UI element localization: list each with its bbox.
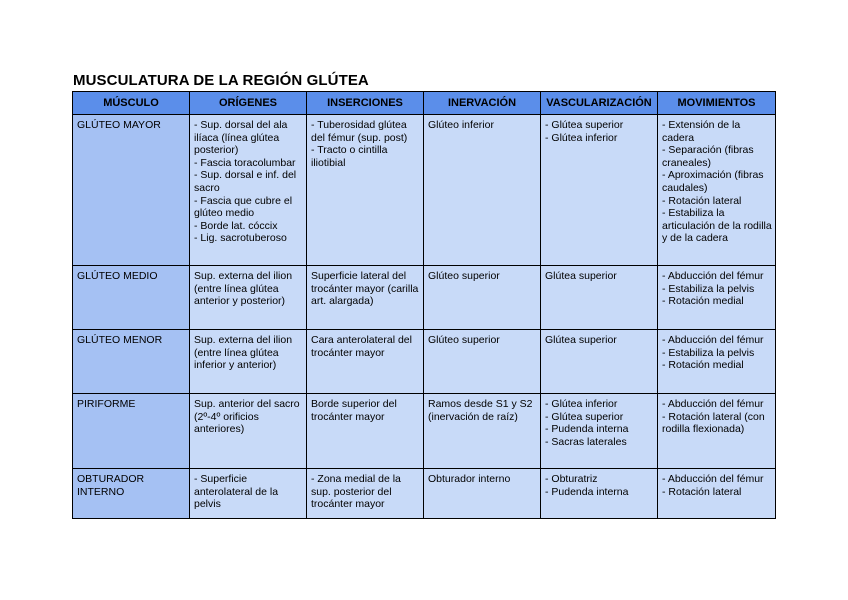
origins-cell <box>190 115 307 266</box>
vascularization-cell <box>541 115 658 266</box>
movements-cell <box>658 330 776 394</box>
vascularization-cell <box>541 266 658 330</box>
innervation-cell <box>424 115 541 266</box>
cell-line: Glúteo superior <box>428 270 500 282</box>
cell-line: Cara anterolateral del trocánter mayor <box>311 334 412 359</box>
insertions-cell <box>307 115 424 266</box>
cell-line: - Abducción del fémur <box>662 334 764 346</box>
table-row <box>73 394 776 469</box>
cell-line: Sup. externa del ilion (entre línea glútea inferior y anterior) <box>194 334 293 372</box>
insertions-cell <box>307 394 424 469</box>
movements-cell <box>658 469 776 519</box>
cell-line: - Rotación lateral (con rodilla flexionada) <box>662 410 765 436</box>
origins-cell <box>190 330 307 394</box>
page-title: MUSCULATURA DE LA REGIÓN GLÚTEA <box>73 72 369 89</box>
header-insertions: INSERCIONES <box>307 92 424 115</box>
header-muscle: MÚSCULO <box>73 92 190 115</box>
cell-line: - Glútea superior <box>545 119 624 131</box>
cell-line: - Sup. dorsal del ala ilíaca (línea glútea posterior) <box>194 119 288 157</box>
cell-line: - Pudenda interna <box>545 485 629 498</box>
cell-line: - Glútea inferior <box>545 398 618 410</box>
muscle-name-cell: GLÚTEO MAYOR <box>73 115 190 266</box>
cell-line: - Zona medial de la sup. posterior del trocánter mayor <box>311 473 401 511</box>
muscle-name-cell: OBTURADOR INTERNO <box>73 469 190 519</box>
cell-line: - Fascia toracolumbar <box>194 156 296 169</box>
cell-line: - Tuberosidad glútea del fémur (sup. post) <box>311 119 408 144</box>
origins-cell <box>190 394 307 469</box>
cell-line: Glúteo superior <box>428 334 500 346</box>
cell-line: Superficie lateral del trocánter mayor (carilla art. alargada) <box>311 270 419 308</box>
vascularization-cell <box>541 469 658 519</box>
movements-cell <box>658 115 776 266</box>
movements-cell <box>658 394 776 469</box>
gluteal-muscles-table <box>72 91 776 519</box>
cell-line: - Estabiliza la articulación de la rodilla y de la cadera <box>662 207 772 245</box>
cell-line: - Estabiliza la pelvis <box>662 346 755 359</box>
header-innervation: INERVACIÓN <box>424 92 541 115</box>
cell-line: - Borde lat. cóccix <box>194 219 278 232</box>
insertions-cell <box>307 330 424 394</box>
insertions-cell <box>307 266 424 330</box>
table-header-row <box>73 92 776 115</box>
muscle-name-cell: PIRIFORME <box>73 394 190 469</box>
cell-line: Glúteo inferior <box>428 119 494 131</box>
cell-line: - Pudenda interna <box>545 423 629 436</box>
origins-cell <box>190 469 307 519</box>
cell-line: - Extensión de la cadera <box>662 119 741 144</box>
cell-line: - Estabiliza la pelvis <box>662 282 755 295</box>
cell-line: Sup. anterior del sacro (2º-4º orificios anteriores) <box>194 398 300 436</box>
header-movements: MOVIMIENTOS <box>658 92 776 115</box>
cell-line: - Rotación medial <box>662 359 744 372</box>
cell-line: - Separación (fibras craneales) <box>662 144 754 169</box>
cell-line: Borde superior del trocánter mayor <box>311 398 397 423</box>
cell-line: - Obturatriz <box>545 473 598 485</box>
cell-line: - Abducción del fémur <box>662 270 764 282</box>
cell-line: - Abducción del fémur <box>662 473 764 485</box>
cell-line: - Rotación lateral <box>662 485 742 498</box>
cell-line: Glútea superior <box>545 334 617 346</box>
table-row <box>73 115 776 266</box>
cell-line: - Glútea superior <box>545 410 624 423</box>
vascularization-cell <box>541 394 658 469</box>
table-row <box>73 266 776 330</box>
table-row <box>73 469 776 519</box>
cell-line: Glútea superior <box>545 270 617 282</box>
header-origins: ORÍGENES <box>190 92 307 115</box>
cell-line: - Sup. dorsal e inf. del sacro <box>194 169 297 194</box>
muscle-name-cell: GLÚTEO MEDIO <box>73 266 190 330</box>
cell-line: - Glútea inferior <box>545 131 618 144</box>
muscle-name-cell: GLÚTEO MENOR <box>73 330 190 394</box>
innervation-cell <box>424 469 541 519</box>
table-row <box>73 330 776 394</box>
cell-line: - Sacras laterales <box>545 435 627 448</box>
header-vascularization: VASCULARIZACIÓN <box>541 92 658 115</box>
cell-line: - Rotación medial <box>662 295 744 308</box>
cell-line: - Aproximación (fibras caudales) <box>662 169 764 194</box>
insertions-cell <box>307 469 424 519</box>
origins-cell <box>190 266 307 330</box>
innervation-cell <box>424 330 541 394</box>
innervation-cell <box>424 266 541 330</box>
cell-line: - Tracto o cintilla iliotibial <box>311 144 388 169</box>
cell-line: - Abducción del fémur <box>662 398 764 410</box>
movements-cell <box>658 266 776 330</box>
cell-line: - Rotación lateral <box>662 194 742 207</box>
cell-line: Ramos desde S1 y S2 (inervación de raíz) <box>428 398 533 423</box>
vascularization-cell <box>541 330 658 394</box>
cell-line: Sup. externa del ilion (entre línea glútea anterior y posterior) <box>194 270 293 308</box>
cell-line: - Fascia que cubre el glúteo medio <box>194 194 293 220</box>
cell-line: - Lig. sacrotuberoso <box>194 232 287 245</box>
cell-line: Obturador interno <box>428 473 511 485</box>
cell-line: - Superficie anterolateral de la pelvis <box>194 473 279 511</box>
innervation-cell <box>424 394 541 469</box>
